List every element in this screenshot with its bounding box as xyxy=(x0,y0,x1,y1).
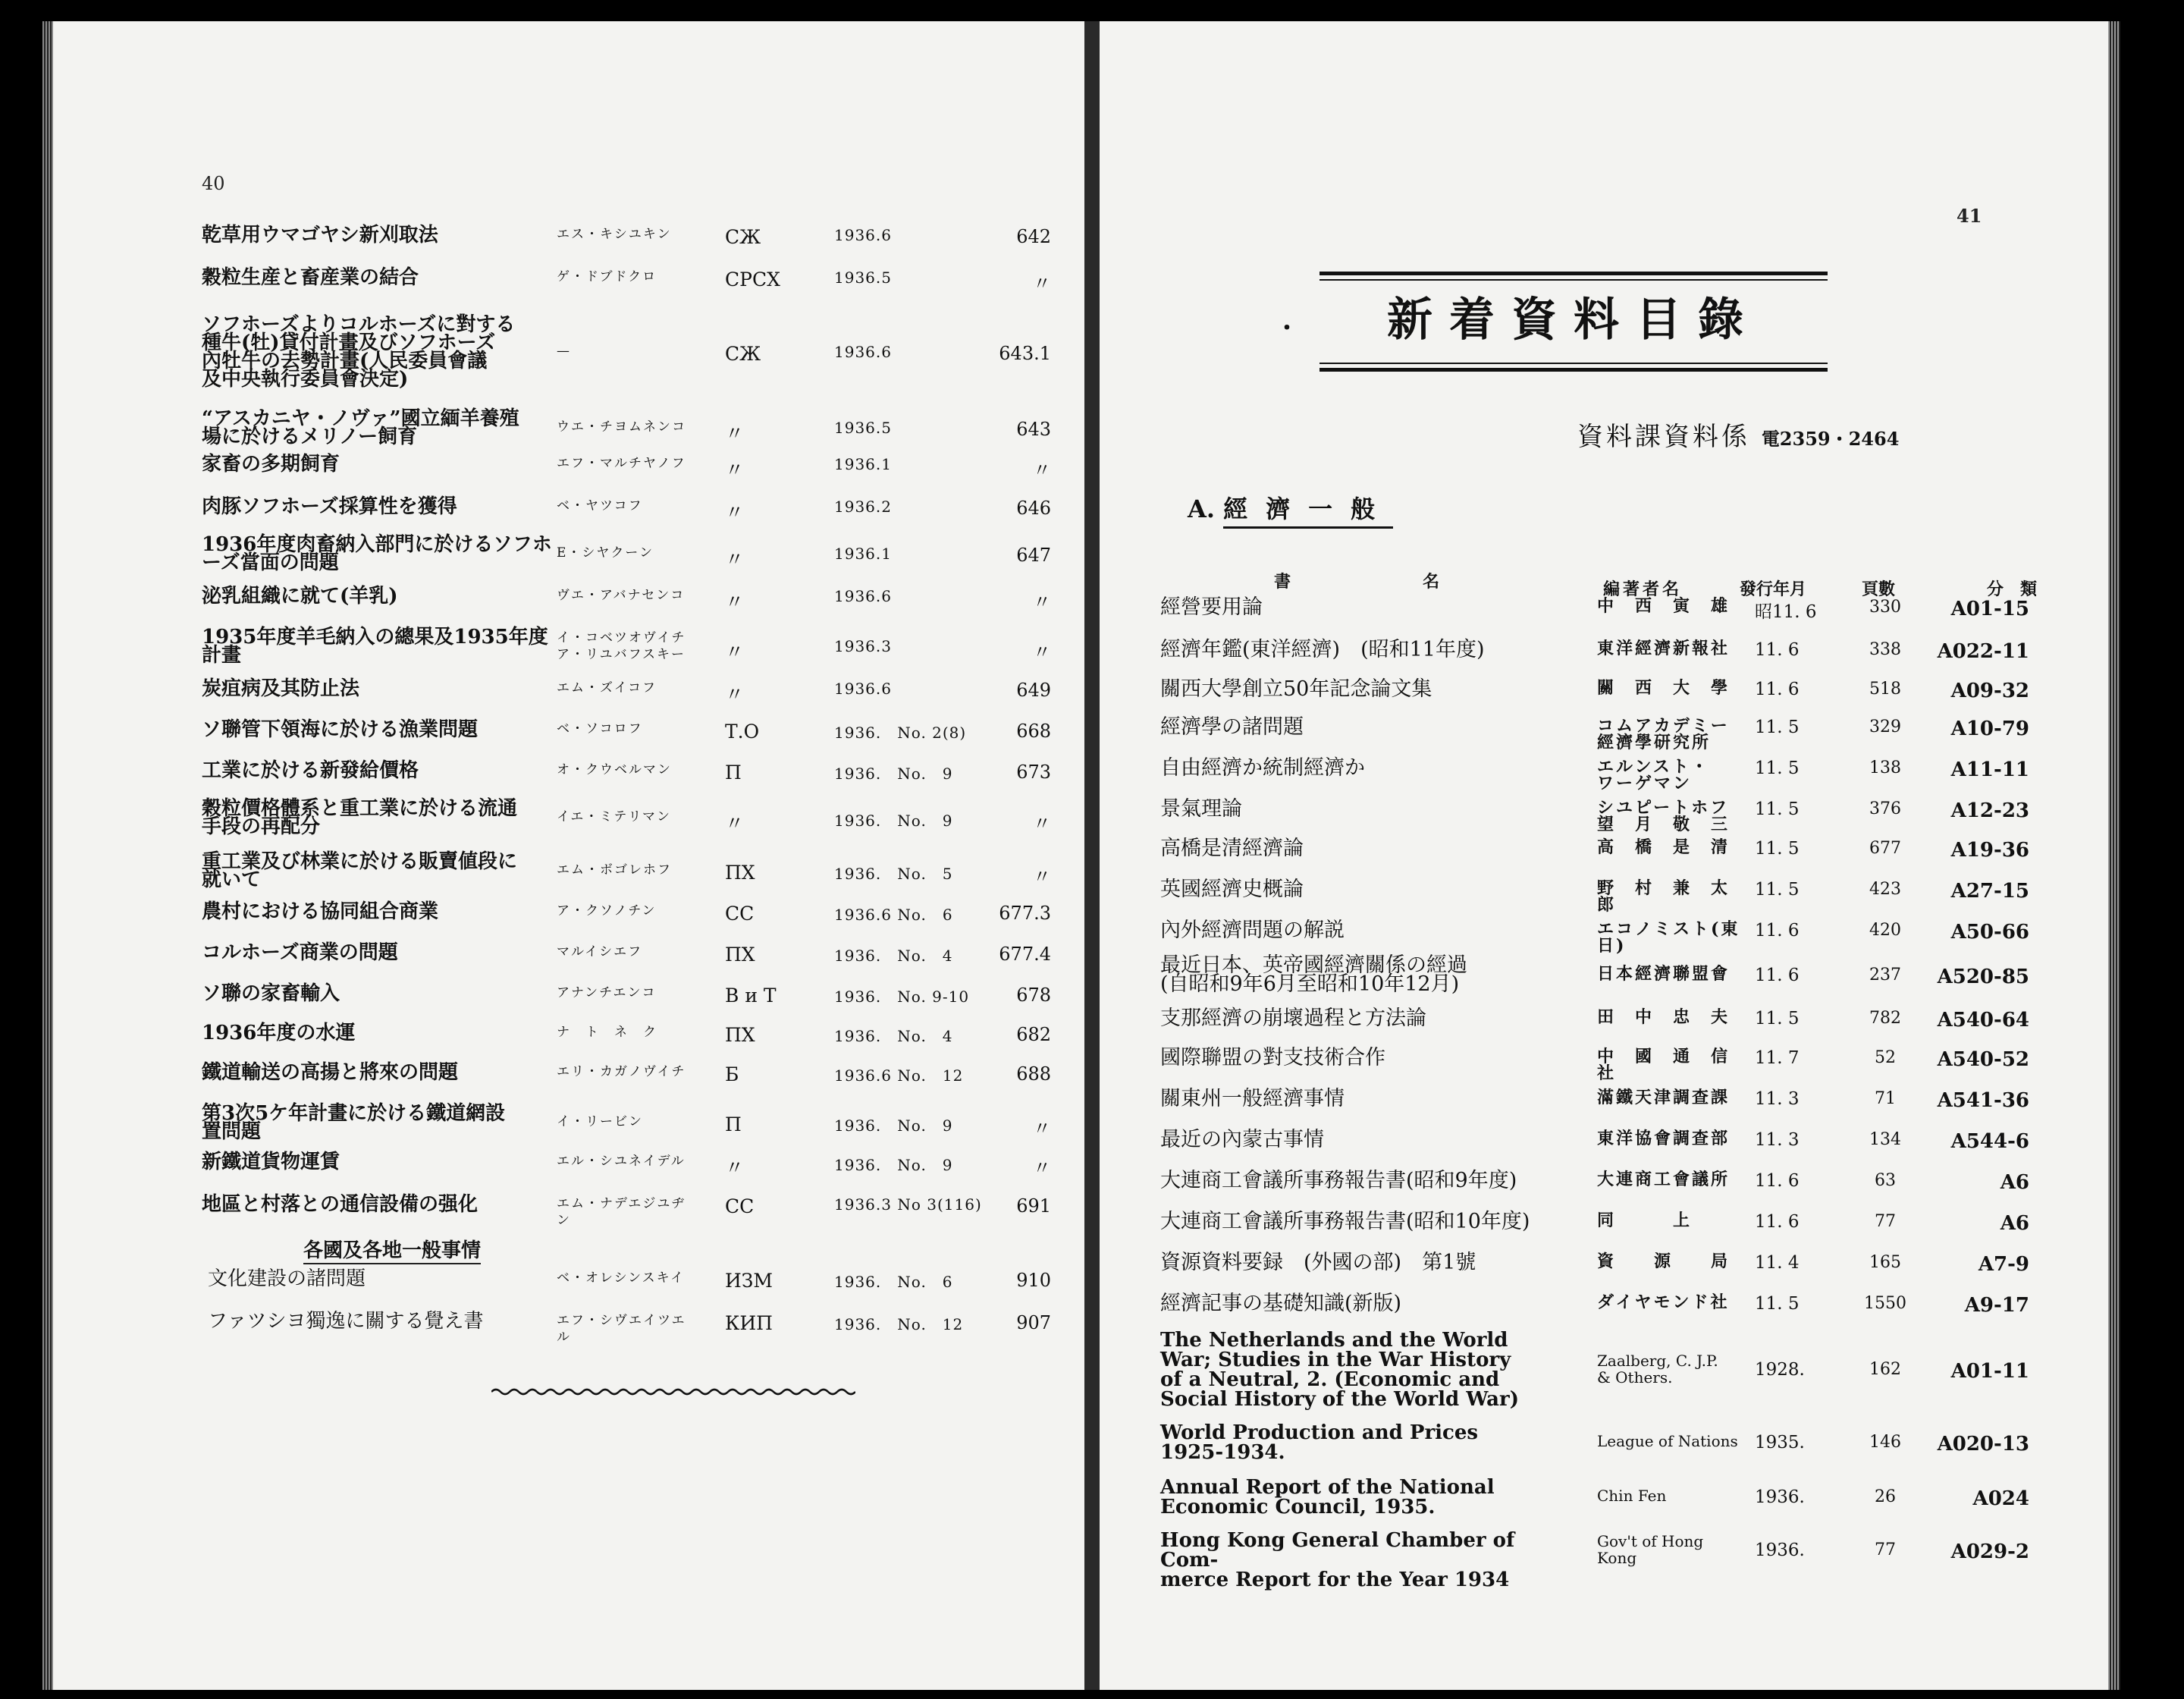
row-author: ヴエ・アバナセンコ xyxy=(557,588,686,603)
row-author: エフ・シヴエイツエル xyxy=(557,1313,686,1345)
row-page: 〃 xyxy=(1033,1157,1051,1179)
row-title: 景氣理論 xyxy=(1160,797,1242,821)
row-class: A09-32 xyxy=(1950,680,2029,702)
row-page: 643 xyxy=(1016,419,1051,440)
title-box xyxy=(1320,249,1828,370)
row-date: 1936.6 No. 6 xyxy=(834,906,953,924)
row-date: 1936. No. 12 xyxy=(834,1315,964,1333)
row-page: 〃 xyxy=(1033,1118,1051,1139)
row-class: A01-15 xyxy=(1950,598,2029,620)
row-date: 1936.6 xyxy=(834,343,892,361)
row-journal: П xyxy=(725,1113,742,1135)
row-page: 647 xyxy=(1016,545,1051,566)
row-title: 經濟記事の基礎知識(新版) xyxy=(1160,1292,1402,1315)
row-date: 1936. No. 9 xyxy=(834,765,953,783)
row-title: 1936年度肉畜納入部門に於けるソフホ ーズ當面の問題 xyxy=(202,533,552,574)
row-author: エコノミスト(東日) xyxy=(1597,919,1740,956)
row-class: A50-66 xyxy=(1950,921,2029,944)
row-pages: 782 xyxy=(1869,1009,1901,1028)
row-author: 中 西 寅 雄 xyxy=(1597,596,1731,616)
wavy-divider xyxy=(491,1387,855,1397)
row-title: 地區と村落との通信設備の强化 xyxy=(202,1193,479,1216)
row-journal: СС xyxy=(725,903,755,925)
row-title: 經營要用論 xyxy=(1160,595,1263,619)
row-class: A12-23 xyxy=(1950,799,2029,822)
row-title: ソ聯管下領海に於ける漁業問題 xyxy=(202,718,479,741)
row-title: 農村における協同組合商業 xyxy=(202,900,439,923)
row-date: 11. 6 xyxy=(1755,1171,1800,1191)
row-journal: 〃 xyxy=(725,501,745,523)
row-date: 11. 5 xyxy=(1755,1009,1800,1029)
row-title: 大連商工會議所事務報告書(昭和9年度) xyxy=(1160,1169,1517,1192)
row-author: イ・リービン xyxy=(557,1114,643,1129)
row-author: ゲ・ドブドクロ xyxy=(557,269,657,284)
row-date: 11. 5 xyxy=(1755,880,1800,900)
row-class: A544-6 xyxy=(1950,1130,2029,1153)
row-title: 鐵道輸送の高揚と將來の問題 xyxy=(202,1061,459,1084)
row-date: 11. 6 xyxy=(1755,1212,1800,1232)
row-author: イ・コベツオヴイチ ア・リユバフスキー xyxy=(557,630,686,662)
row-title: 支那經濟の崩壞過程と方法論 xyxy=(1160,1007,1426,1030)
row-pages: 71 xyxy=(1875,1089,1896,1108)
row-date: 1936. xyxy=(1755,1540,1805,1560)
row-journal: 〃 xyxy=(725,548,745,570)
row-page: 〃 xyxy=(1033,866,1051,887)
row-date: 11. 4 xyxy=(1755,1253,1800,1273)
row-journal: ИЗМ xyxy=(725,1270,773,1292)
row-title: 經濟年鑑(東洋經濟) (昭和11年度) xyxy=(1160,638,1485,661)
row-title: “アスカニヤ・ノヴァ”國立緬羊養殖 場に於けるメリノー飼育 xyxy=(202,407,519,448)
row-class: A27-15 xyxy=(1950,880,2029,903)
row-author: 東洋協會調查部 xyxy=(1597,1129,1731,1148)
row-page: 〃 xyxy=(1033,273,1051,294)
row-title: 關東州一般經濟事情 xyxy=(1160,1087,1345,1110)
row-title: 經濟學の諸問題 xyxy=(1160,715,1304,739)
row-pages: 146 xyxy=(1869,1433,1901,1452)
row-author: エル・シユネイデル xyxy=(557,1154,686,1169)
row-author: ウエ・チヨムネンコ xyxy=(557,419,686,435)
row-title: 內外經濟問題の解説 xyxy=(1160,919,1345,942)
row-date: 11. 6 xyxy=(1755,680,1800,699)
row-date: 1936.6 No. 12 xyxy=(834,1066,964,1085)
row-date: 1936.1 xyxy=(834,455,892,473)
row-author: オ・クウベルマン xyxy=(557,762,672,777)
row-title: ファツシヨ獨逸に關する覺え書 xyxy=(208,1310,484,1333)
row-date: 11. 6 xyxy=(1755,640,1800,660)
row-author: League of Nations xyxy=(1597,1432,1738,1450)
row-date: 1935. xyxy=(1755,1433,1805,1452)
row-journal: В и Т xyxy=(725,985,777,1007)
row-title: ソフホーズよりコルホーズに對する 種牛(牡)貸付計畫及びソフホーズ 內牡牛の去勢計畫(人民委員會議 及中央執行委員會決定) xyxy=(202,313,516,391)
header-author: 編著者名 xyxy=(1603,579,1683,599)
section-subheading: 各國及各地一般事情 xyxy=(303,1235,481,1264)
row-journal: 〃 xyxy=(725,459,745,481)
row-date: 1936. No. 4 xyxy=(834,1027,953,1045)
page-edge-right xyxy=(2108,21,2120,1690)
row-date: 1936.3 xyxy=(834,637,892,655)
row-date: 1936. No. 9 xyxy=(834,1116,953,1135)
row-journal: ПХ xyxy=(725,1024,755,1046)
page-number-right: 41 xyxy=(1956,205,1982,227)
row-journal: 〃 xyxy=(725,591,745,613)
row-pages: 138 xyxy=(1869,758,1901,777)
department-name: 資料課資料係 xyxy=(1577,422,1750,452)
row-pages: 423 xyxy=(1869,880,1901,899)
row-date: 1936. xyxy=(1755,1487,1805,1507)
row-class: A520-85 xyxy=(1937,966,2029,988)
row-title: 高橋是清經濟論 xyxy=(1160,837,1304,860)
row-pages: 329 xyxy=(1869,718,1901,736)
row-date: 1936. No. 9-10 xyxy=(834,988,970,1006)
row-date: 昭11. 6 xyxy=(1755,602,1817,622)
row-page: 〃 xyxy=(1033,642,1051,663)
row-title: ソ聯の家畜輸入 xyxy=(202,982,340,1005)
row-journal: 〃 xyxy=(725,1157,745,1179)
row-page: 649 xyxy=(1016,680,1051,701)
row-title: 第3次5ケ年計畫に於ける鐵道網設 置問題 xyxy=(202,1102,506,1143)
telephone: 電2359・2464 xyxy=(1761,428,1900,450)
title-rule-top-thin xyxy=(1320,279,1828,281)
row-title: 最近日本、英帝國經濟關係の經過 (自昭和9年6月至昭和10年12月) xyxy=(1160,953,1467,996)
header-title: 書 名 xyxy=(1274,572,1445,592)
row-author: 日本經濟聯盟會 xyxy=(1597,964,1731,984)
row-journal: 〃 xyxy=(725,422,745,444)
row-page: 677.4 xyxy=(999,944,1051,965)
row-pages: 77 xyxy=(1875,1540,1896,1559)
section-heading xyxy=(1188,490,1393,525)
row-page: 691 xyxy=(1016,1195,1051,1217)
row-class: A022-11 xyxy=(1937,640,2029,663)
row-pages: 677 xyxy=(1869,839,1901,858)
department-line xyxy=(1577,416,1899,453)
row-title: コルホーズ商業の問題 xyxy=(202,941,398,964)
row-title: 泌乳組織に就て(羊乳) xyxy=(202,585,398,608)
row-author: エム・ナデエジユヂン xyxy=(557,1196,686,1228)
row-author: エルンスト・ ワーゲマン xyxy=(1597,757,1710,793)
row-pages: 162 xyxy=(1869,1360,1901,1379)
row-class: A540-64 xyxy=(1937,1009,2029,1032)
row-date: 11. 5 xyxy=(1755,718,1800,737)
row-author: エム・ズイコフ xyxy=(557,680,657,696)
row-pages: 420 xyxy=(1869,921,1901,940)
row-journal: ПХ xyxy=(725,862,755,884)
row-author: ナ ト ネ ク xyxy=(557,1025,657,1040)
row-journal: Б xyxy=(725,1063,739,1085)
page-number-left: 40 xyxy=(202,173,225,194)
row-class: A6 xyxy=(2000,1171,2029,1194)
row-date: 1936.2 xyxy=(834,498,892,516)
row-page: 682 xyxy=(1016,1024,1051,1045)
row-author: 滿鐵天津調查課 xyxy=(1597,1088,1731,1107)
row-date: 1936.6 xyxy=(834,226,892,244)
row-page: 688 xyxy=(1016,1063,1051,1085)
row-date: 1936. No. 9 xyxy=(834,1156,953,1174)
row-author: 野 村 兼 太 郎 xyxy=(1597,878,1749,915)
row-author: 同 上 xyxy=(1597,1211,1693,1230)
row-date: 11. 5 xyxy=(1755,758,1800,778)
row-title: 最近の內蒙古事情 xyxy=(1160,1128,1324,1151)
row-pages: 376 xyxy=(1869,799,1901,818)
row-page: 642 xyxy=(1016,226,1051,247)
row-author: Gov't of Hong Kong xyxy=(1597,1532,1704,1567)
row-title: 家畜の多期飼育 xyxy=(202,453,340,476)
row-title: 新鐵道貨物運賃 xyxy=(202,1151,340,1173)
row-page: 〃 xyxy=(1033,813,1051,834)
row-title: 國際聯盟の對支技術合作 xyxy=(1160,1046,1385,1069)
row-journal: П xyxy=(725,762,742,784)
row-class: A540-52 xyxy=(1937,1048,2029,1071)
page-edge-left xyxy=(42,21,53,1690)
row-title: Hong Kong General Chamber of Com- merce Report for the Year 1934 xyxy=(1160,1529,1515,1591)
row-class: A029-2 xyxy=(1950,1540,2029,1563)
row-title: 文化建設の諸問題 xyxy=(208,1267,366,1290)
row-date: 1928. xyxy=(1755,1360,1805,1380)
row-journal: СРСХ xyxy=(725,269,780,290)
row-author: コムアカデミー 經濟學研究所 xyxy=(1597,716,1730,752)
row-author: シユピートホフ 望 月 敬 三 xyxy=(1597,798,1731,834)
row-class: A6 xyxy=(2000,1212,2029,1235)
row-page: 646 xyxy=(1016,498,1051,519)
row-author: ダイヤモンド社 xyxy=(1597,1292,1730,1312)
row-pages: 26 xyxy=(1875,1487,1896,1506)
row-pages: 52 xyxy=(1875,1048,1896,1067)
row-date: 11. 6 xyxy=(1755,966,1800,985)
row-class: A10-79 xyxy=(1950,718,2029,740)
row-author: アナンチエンコ xyxy=(557,985,657,1000)
row-title: The Netherlands and the World War; Studies in the War History of a Neutral, 2. (Economic and Social History of the World War) xyxy=(1160,1329,1519,1411)
row-journal: ПХ xyxy=(725,944,755,966)
row-journal: 〃 xyxy=(725,641,745,663)
row-class: A020-13 xyxy=(1937,1433,2029,1456)
row-journal: СС xyxy=(725,1195,755,1217)
row-page: 643.1 xyxy=(999,343,1051,364)
row-class: A11-11 xyxy=(1950,758,2029,781)
row-author: ベ・ソコロフ xyxy=(557,721,643,736)
row-author: エス・キシユキン xyxy=(557,227,672,242)
bullet-dot: ・ xyxy=(1276,316,1298,342)
row-author: — xyxy=(557,344,571,359)
row-author: 中 國 通 信 社 xyxy=(1597,1047,1749,1083)
row-title: 1936年度の水運 xyxy=(202,1022,356,1044)
row-title: 1935年度羊毛納入の總果及1935年度 計畫 xyxy=(202,626,548,667)
row-title: 穀粒價格體系と重工業に於ける流通 手段の再配分 xyxy=(202,797,518,838)
row-journal: Т.О xyxy=(725,721,760,743)
left-page xyxy=(53,21,1084,1690)
title-rule-top xyxy=(1320,272,1828,275)
row-date: 1936.3 No 3(116) xyxy=(834,1195,982,1214)
row-journal: 〃 xyxy=(725,683,745,705)
row-pages: 330 xyxy=(1869,598,1901,617)
right-page xyxy=(1100,21,2108,1690)
section-label: A. xyxy=(1188,495,1215,523)
row-page: 910 xyxy=(1016,1270,1051,1291)
row-author: マルイシエフ xyxy=(557,944,643,959)
row-pages: 1550 xyxy=(1864,1294,1906,1313)
row-author: 資 源 局 xyxy=(1597,1251,1731,1271)
row-title: 自由經濟か統制經濟か xyxy=(1160,756,1365,780)
row-page: 673 xyxy=(1016,762,1051,783)
row-date: 11. 5 xyxy=(1755,1294,1800,1314)
row-class: A7-9 xyxy=(1978,1253,2029,1276)
row-page: 〃 xyxy=(1033,592,1051,613)
row-title: World Production and Prices 1925-1934. xyxy=(1160,1421,1479,1464)
row-title: 穀粒生産と畜産業の結合 xyxy=(202,266,419,289)
row-author: エリ・カガノヴイチ xyxy=(557,1064,686,1079)
row-pages: 338 xyxy=(1869,640,1901,659)
row-date: 11. 3 xyxy=(1755,1089,1800,1109)
row-title: Annual Report of the National Economic Council, 1935. xyxy=(1160,1476,1495,1518)
row-author: Chin Fen xyxy=(1597,1487,1667,1505)
row-date: 11. 7 xyxy=(1755,1048,1800,1068)
row-author: 大連商工會議所 xyxy=(1597,1170,1731,1189)
row-date: 1936.5 xyxy=(834,269,892,287)
row-author: エム・ボゴレホフ xyxy=(557,862,672,878)
row-author: エフ・マルチヤノフ xyxy=(557,456,686,471)
row-class: A541-36 xyxy=(1937,1089,2029,1112)
row-pages: 165 xyxy=(1869,1253,1901,1272)
title-rule-bottom xyxy=(1320,368,1828,372)
row-title: 炭疽病及其防止法 xyxy=(202,677,360,700)
row-title: 重工業及び林業に於ける販賣値段に 就いて xyxy=(202,850,518,891)
row-pages: 77 xyxy=(1875,1212,1896,1231)
row-pages: 134 xyxy=(1869,1130,1901,1149)
row-title: 關西大學創立50年記念論文集 xyxy=(1160,677,1432,701)
row-date: 11. 5 xyxy=(1755,799,1800,819)
row-author: ベ・オレシンスキイ xyxy=(557,1270,685,1286)
row-date: 1936. No. 2(8) xyxy=(834,724,967,742)
row-date: 1936.5 xyxy=(834,419,892,437)
row-journal: СЖ xyxy=(725,226,761,248)
row-date: 1936.1 xyxy=(834,545,892,563)
row-date: 11. 6 xyxy=(1755,921,1800,941)
row-title: 工業に於ける新發給價格 xyxy=(202,759,419,782)
row-page: 〃 xyxy=(1033,460,1051,481)
row-title: 肉豚ソフホーズ採算性を獲得 xyxy=(202,495,457,518)
row-class: A01-11 xyxy=(1950,1360,2029,1383)
row-page: 668 xyxy=(1016,721,1051,742)
row-author: ベ・ヤツコフ xyxy=(557,498,643,513)
row-author: E・シヤクーン xyxy=(557,545,654,561)
header-class: 分 類 xyxy=(1987,579,2038,599)
row-pages: 518 xyxy=(1869,680,1901,699)
row-class: A19-36 xyxy=(1950,839,2029,862)
row-class: A024 xyxy=(1972,1487,2029,1510)
title-rule-bottom-thin xyxy=(1320,363,1828,364)
row-journal: СЖ xyxy=(725,343,761,365)
row-page: 677.3 xyxy=(999,903,1051,924)
row-date: 1936.6 xyxy=(834,587,892,605)
row-author: 田 中 忠 夫 xyxy=(1597,1007,1731,1027)
row-date: 1936. No. 5 xyxy=(834,865,953,883)
section-title: 經濟一般 xyxy=(1223,495,1393,529)
row-author: 東洋經濟新報社 xyxy=(1597,639,1731,658)
row-pages: 237 xyxy=(1869,966,1901,985)
row-author: 高 橋 是 清 xyxy=(1597,837,1731,857)
row-author: ア・クソノチン xyxy=(557,903,657,919)
row-date: 11. 5 xyxy=(1755,839,1800,859)
row-date: 1936.6 xyxy=(834,680,892,698)
row-title: 大連商工會議所事務報告書(昭和10年度) xyxy=(1160,1210,1530,1233)
row-date: 1936. No. 6 xyxy=(834,1273,953,1291)
row-journal: 〃 xyxy=(725,812,745,834)
page-title: 新着資料目錄 xyxy=(1387,294,1760,347)
row-date: 1936. No. 4 xyxy=(834,947,953,965)
row-author: Zaalberg, C. J.P. & Others. xyxy=(1597,1352,1718,1387)
row-page: 678 xyxy=(1016,985,1051,1006)
row-journal: КИП xyxy=(725,1312,773,1334)
book-spine xyxy=(1084,21,1100,1690)
header-date: 發行年月 xyxy=(1740,579,1807,599)
row-title: 乾草用ウマゴヤシ新刈取法 xyxy=(202,224,438,247)
row-class: A9-17 xyxy=(1964,1294,2029,1317)
row-title: 資源資料要録 (外國の部) 第1號 xyxy=(1160,1251,1476,1274)
row-date: 11. 3 xyxy=(1755,1130,1800,1150)
row-date: 1936. No. 9 xyxy=(834,812,953,830)
row-title: 英國經濟史概論 xyxy=(1160,878,1304,901)
row-pages: 63 xyxy=(1875,1171,1896,1190)
row-author: 關 西 大 學 xyxy=(1597,678,1731,698)
row-author: イエ・ミテリマン xyxy=(557,809,671,824)
row-page: 907 xyxy=(1016,1312,1051,1333)
header-pages: 頁數 xyxy=(1862,579,1896,599)
